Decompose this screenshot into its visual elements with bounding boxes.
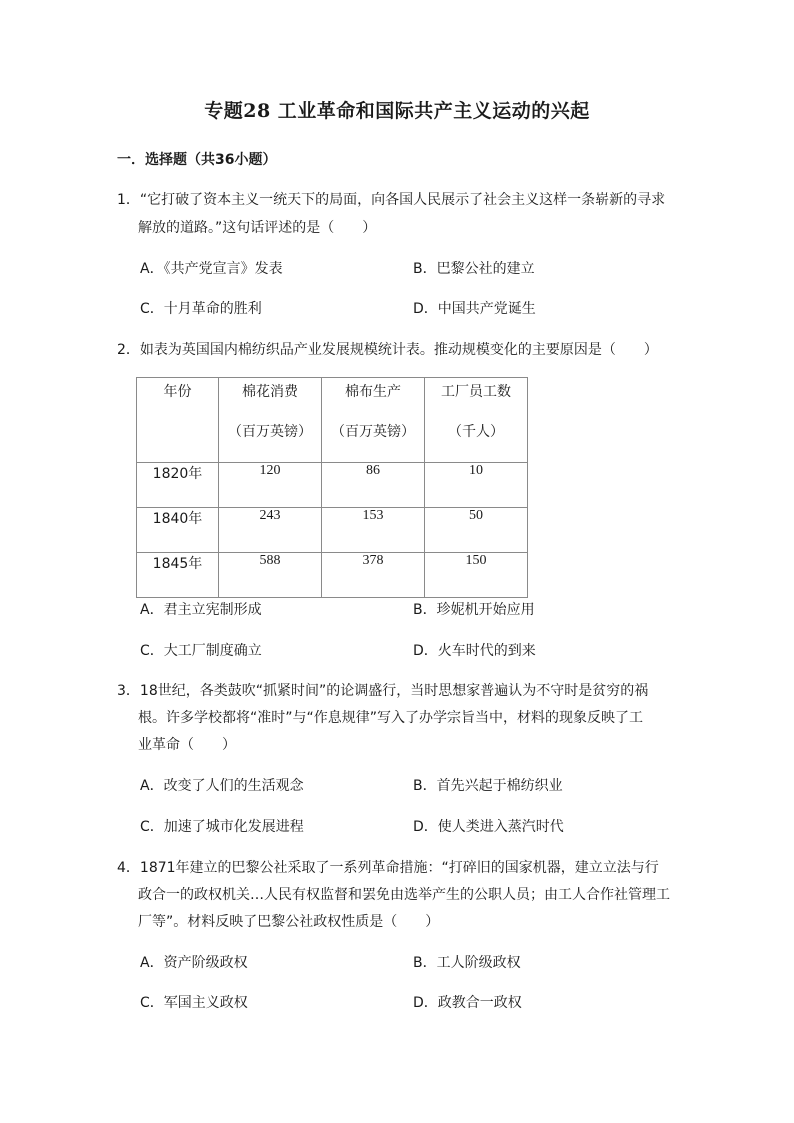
question-4-line-1: 4．1871年建立的巴黎公社采取了一系列革命措施：“打碎旧的国家机器，建立立法与行 [117,860,659,876]
question-4-option-c: C．军国主义政权 [140,995,248,1011]
question-1-line-1: 1．“它打破了资本主义一统天下的局面，向各国人民展示了社会主义这样一条崭新的寻求 [117,192,666,208]
table-header-line: 棉花消费 [242,384,298,400]
question-3-option-d: D．使人类进入蒸汽时代 [413,819,564,835]
question-1-option-a: A．《共产党宣言》发表 [140,261,283,277]
table-header-cell [322,378,425,463]
table-cell-year: 1845年 [137,553,219,598]
question-4-option-d: D．政教合一政权 [413,995,522,1011]
table-cell: 243 [219,508,322,553]
table-cell-year: 1820年 [137,463,219,508]
question-2-option-d: D．火车时代的到来 [413,643,536,659]
question-4-line-2: 政合一的政权机关…人民有权监督和罢免由选举产生的公职人员；由工人合作社管理工 [138,887,670,903]
question-3-option-a: A．改变了人们的生活观念 [140,778,304,794]
table-cell: 588 [219,553,322,598]
question-1-line-2: 解放的道路。”这句话评述的是（ ） [138,220,377,236]
table-cell: 378 [322,553,425,598]
table-header-cell [425,378,528,463]
table-cell: 120 [219,463,322,508]
question-3-line-1: 3．18世纪，各类鼓吹“抓紧时间”的论调盛行，当时思想家普遍认为不守时是贫穷的祸 [117,683,649,699]
table-header-line: 棉布生产 [345,384,401,400]
question-3-line-3: 业革命（ ） [138,737,236,753]
table-header-line: 年份 [163,384,192,400]
page-title: 专题28 工业革命和国际共产主义运动的兴起 [204,100,590,122]
table-header-unit: （百万英镑） [228,424,312,440]
table-cell: 153 [322,508,425,553]
question-4-option-b: B．工人阶级政权 [413,955,521,971]
table-cell-year: 1840年 [137,508,219,553]
table-header-unit: （百万英镑） [331,424,415,440]
question-1-option-b: B．巴黎公社的建立 [413,261,535,277]
table-cell: 86 [322,463,425,508]
table-header-cell [219,378,322,463]
table-header-row [137,378,528,463]
table-row [137,463,528,508]
section-heading: 一．选择题（共36小题） [117,152,277,168]
question-3-option-c: C．加速了城市化发展进程 [140,819,304,835]
question-3-line-2: 根。许多学校都将“准时”与“作息规律”写入了办学宗旨当中，材料的现象反映了工 [138,710,644,726]
question-4-option-a: A．资产阶级政权 [140,955,248,971]
table-row [137,508,528,553]
question-4-line-3: 厂等”。材料反映了巴黎公社政权性质是（ ） [138,914,440,930]
table-header-unit: （千人） [448,424,504,440]
table-cell: 150 [425,553,528,598]
table-header-line: 工厂员工数 [441,384,511,400]
table-row [137,553,528,598]
cotton-industry-table [136,377,528,598]
question-3-option-b: B．首先兴起于棉纺织业 [413,778,563,794]
table-cell: 50 [425,508,528,553]
table-header-cell [137,378,219,463]
question-2-option-b: B．珍妮机开始应用 [413,602,535,618]
question-2-line-1: 2．如表为英国国内棉纺织品产业发展规模统计表。推动规模变化的主要原因是（ ） [117,342,658,358]
table-cell: 10 [425,463,528,508]
question-2-option-c: C．大工厂制度确立 [140,643,262,659]
question-1-option-d: D．中国共产党诞生 [413,301,536,317]
question-2-option-a: A．君主立宪制形成 [140,602,262,618]
question-1-option-c: C．十月革命的胜利 [140,301,262,317]
